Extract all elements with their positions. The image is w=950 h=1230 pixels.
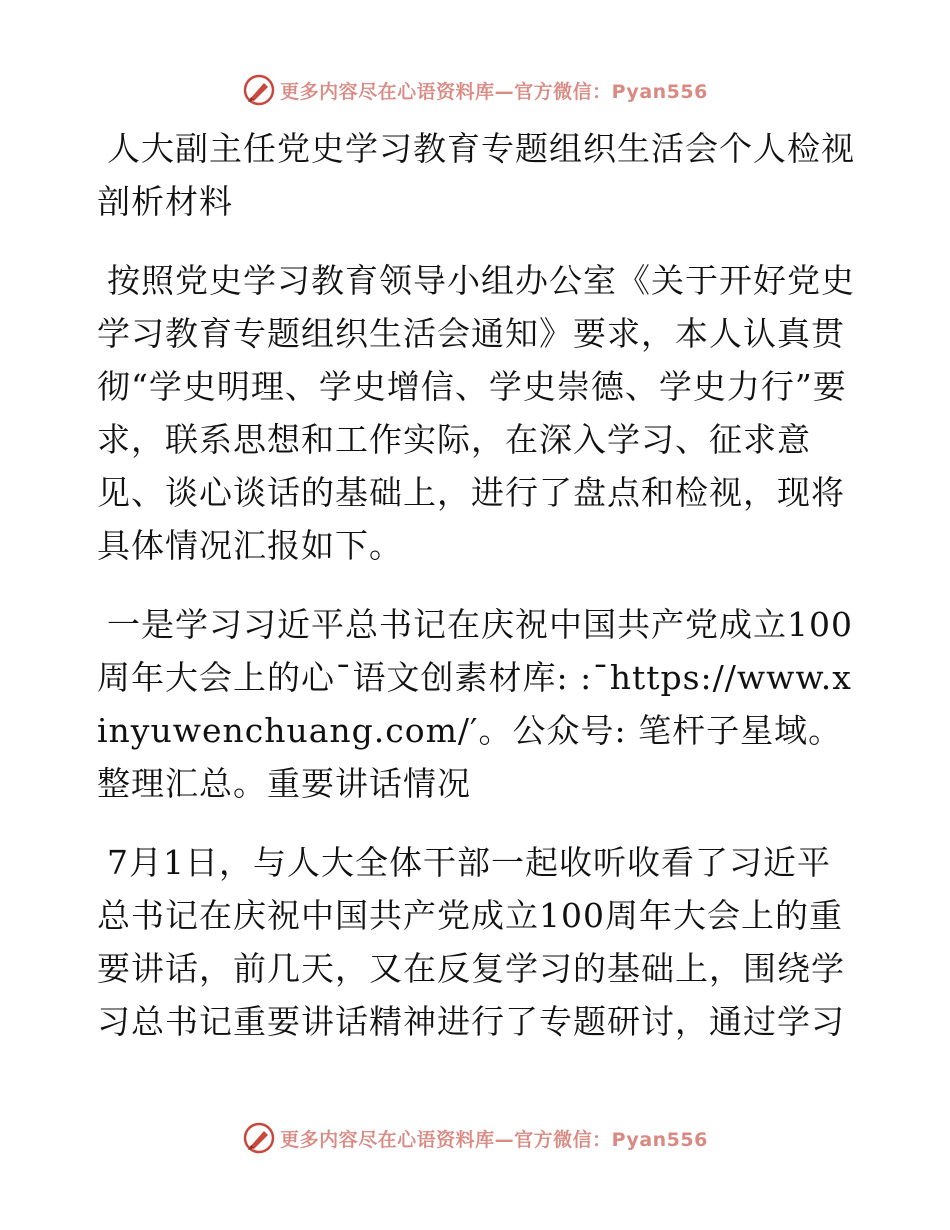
document-title: 人大副主任党史学习教育专题组织生活会个人检视剖析材料 (97, 129, 855, 221)
footer-watermark-text: 更多内容尽在心语资料库—官方微信：Pyan556 (280, 1128, 708, 1151)
footer-watermark (0, 1118, 950, 1158)
paragraph-2: 一是学习习近平总书记在庆祝中国共产党成立100周年大会上的心¯语文创素材库: :¯https://www.xinyuwenchuang.com/′。公众号: 笔杆子星域。整理汇总。重要讲话情况 (97, 605, 853, 803)
pen-logo-icon (242, 1121, 276, 1155)
paragraph-3: 7月1日，与人大全体干部一起收听收看了习近平总书记在庆祝中国共产党成立100周年大会上的重要讲话，前几天，又在反复学习的基础上，围绕学习总书记重要讲话精神进行了专题研讨，通过学习 (97, 843, 845, 1041)
pen-logo-icon (242, 73, 276, 107)
header-watermark (0, 70, 950, 110)
document-body (97, 122, 857, 1048)
header-watermark-text: 更多内容尽在心语资料库—官方微信：Pyan556 (280, 80, 708, 103)
paragraph-1: 按照党史学习教育领导小组办公室《关于开好党史学习教育专题组织生活会通知》要求，本人认真贯彻“学史明理、学史增信、学史崇德、学史力行”要求，联系思想和工作实际，在深入学习、征求意见、谈心谈话的基础上，进行了盘点和检视，现将具体情况汇报如下。 (97, 261, 855, 565)
